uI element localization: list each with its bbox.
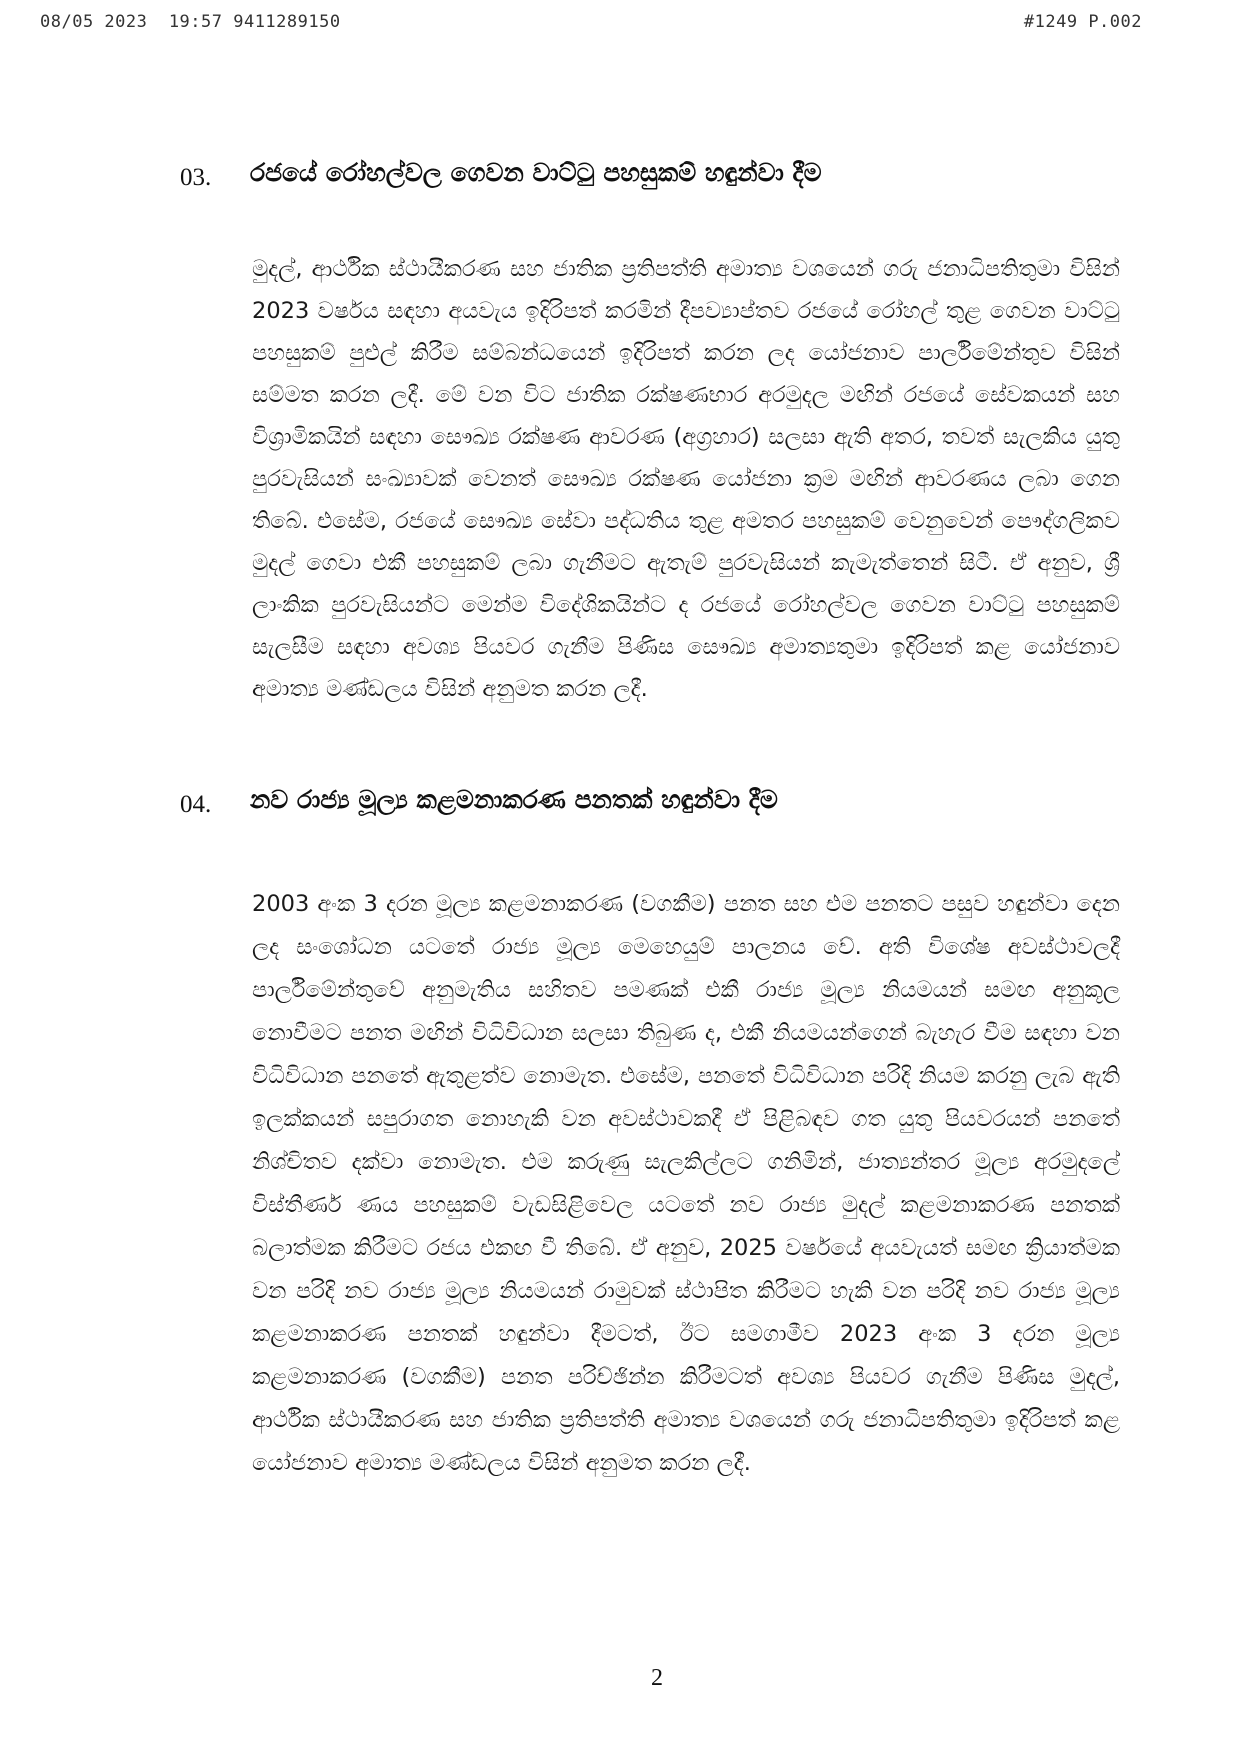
section-04 xyxy=(0,785,1234,1485)
section-title: නව රාජ්‍ය මූල්‍ය කළමනාකරණ පනතක් හඳුන්වා දීම xyxy=(250,785,778,814)
fax-header-left: 08/05 2023 19:57 9411289150 xyxy=(40,12,341,32)
section-body: 2003 අංක 3 දරන මූල්‍ය කළමනාකරණ (වගකීම) පනත සහ එම පනතට පසුව හඳුන්වා දෙන ලද සංශෝධන යටතේ රාජ්‍ය මූල්‍ය මෙහෙයුම් පාලනය වේ. අති විශේෂ අවස්ථාවලදී පාර්ලිමේන්තුවේ අනුමැතිය සහිතව පමණක් එකී රාජ්‍ය මූල්‍ය නියමයන් සමඟ අනුකූල නොවීමට පනත මඟින් විධිවිධාන සලසා තිබුණ ද, එකී නියමයන්ගෙන් බැහැර වීම සඳහා වන විධිවිධාන පනතේ ඇතුළත්ව නොමැත. එසේම, පනතේ විධිවිධාන පරිදි නියම කරනු ලැබ ඇති ඉලක්කයන් සපුරාගත නොහැකි වන අවස්ථාවකදී ඒ පිළිබඳව ගත යුතු පියවරයන් පනතේ නිශ්චිතව දක්වා නොමැත. එම කරුණු සැලකිල්ලට ගනිමින්, ජාත්‍යන්තර මූල්‍ය අරමුදලේ විස්තීර්ණ ණය පහසුකම් වැඩසිළිවෙල යටතේ නව රාජ්‍ය මුදල් කළමනාකරණ පනතක් බලාත්මක කිරීමට රජය එකඟ වී තිබේ. ඒ අනුව, 2025 වර්ෂයේ අයවැයත් සමඟ ක්‍රියාත්මක වන පරිදි නව රාජ්‍ය මූල්‍ය නියමයන් රාමුවක් ස්ථාපිත කිරීමට හැකි වන පරිදි නව රාජ්‍ය මූල්‍ය කළමනාකරණ පනතක් හඳුන්වා දීමටත්, ඊට සමගාමීව 2023 අංක 3 දරන මූල්‍ය කළමනාකරණ (වගකීම) පනත පරිච්ඡින්න කිරීමටත් අවශ්‍ය පියවර ගැනීම පිණිස මුදල්, ආර්ථික ස්ථායීකරණ සහ ජාතික ප්‍රතිපත්ති අමාත්‍ය වශයෙන් ගරු ජනාධිපතිතුමා ඉදිරිපත් කළ යෝජනාව අමාත්‍ය මණ්ඩලය විසින් අනුමත කරන ලදී. xyxy=(252,891,1120,1476)
section-number: 04. xyxy=(180,791,212,818)
section-heading xyxy=(0,158,1234,198)
section-heading xyxy=(0,785,1234,825)
section-body: මුදල්, ආර්ථික ස්ථායීකරණ සහ ජාතික ප්‍රතිපත්ති අමාත්‍ය වශයෙන් ගරු ජනාධිපතිතුමා විසින් 2023 වර්ෂය සඳහා අයවැය ඉදිරිපත් කරමින් දීපව්‍යාප්තව රජයේ රෝහල් තුළ ගෙවන වාට්ටු පහසුකම් පුළුල් කිරීම සම්බන්ධයෙන් ඉදිරිපත් කරන ලද යෝජනාව පාර්ලිමේන්තුව විසින් සම්මත කරන ලදී. මේ වන විට ජාතික රක්ෂණභාර අරමුදල මඟින් රජයේ සේවකයන් සහ විශ්‍රාමිකයින් සඳහා සෞඛ්‍ය රක්ෂණ ආවරණ (අග්‍රහාර) සලසා ඇති අතර, තවත් සැලකිය යුතු පුරවැසියන් සංඛ්‍යාවක් වෙනත් සෞඛ්‍ය රක්ෂණ යෝජනා ක්‍රම මඟින් ආවරණය ලබා ගෙන තිබේ. එසේම, රජයේ සෞඛ්‍ය සේවා පද්ධතිය තුළ අමතර පහසුකම් වෙනුවෙන් පෞද්ගලිකව මුදල් ගෙවා එකී පහසුකම් ලබා ගැනීමට ඇතැම් පුරවැසියන් කැමැත්තෙන් සිටී. ඒ අනුව, ශ්‍රී ලාංකික පුරවැසියන්ට මෙන්ම විදේශිකයින්ට ද රජයේ රෝහල්වල ගෙවන වාට්ටු පහසුකම් සැලසීම සඳහා අවශ්‍ය පියවර ගැනීම පිණිස සෞඛ්‍ය අමාත්‍යතුමා ඉදිරිපත් කළ යෝජනාව අමාත්‍ය මණ්ඩලය විසින් අනුමත කරන ලදී. xyxy=(252,256,1120,702)
page-number: 2 xyxy=(651,1665,663,1691)
fax-header-right: #1249 P.002 xyxy=(1023,12,1142,32)
section-title: රජයේ රෝහල්වල ගෙවන වාට්ටු පහසුකම් හඳුන්වා දීම xyxy=(250,158,822,187)
section-number: 03. xyxy=(180,164,212,191)
section-03 xyxy=(0,158,1234,710)
